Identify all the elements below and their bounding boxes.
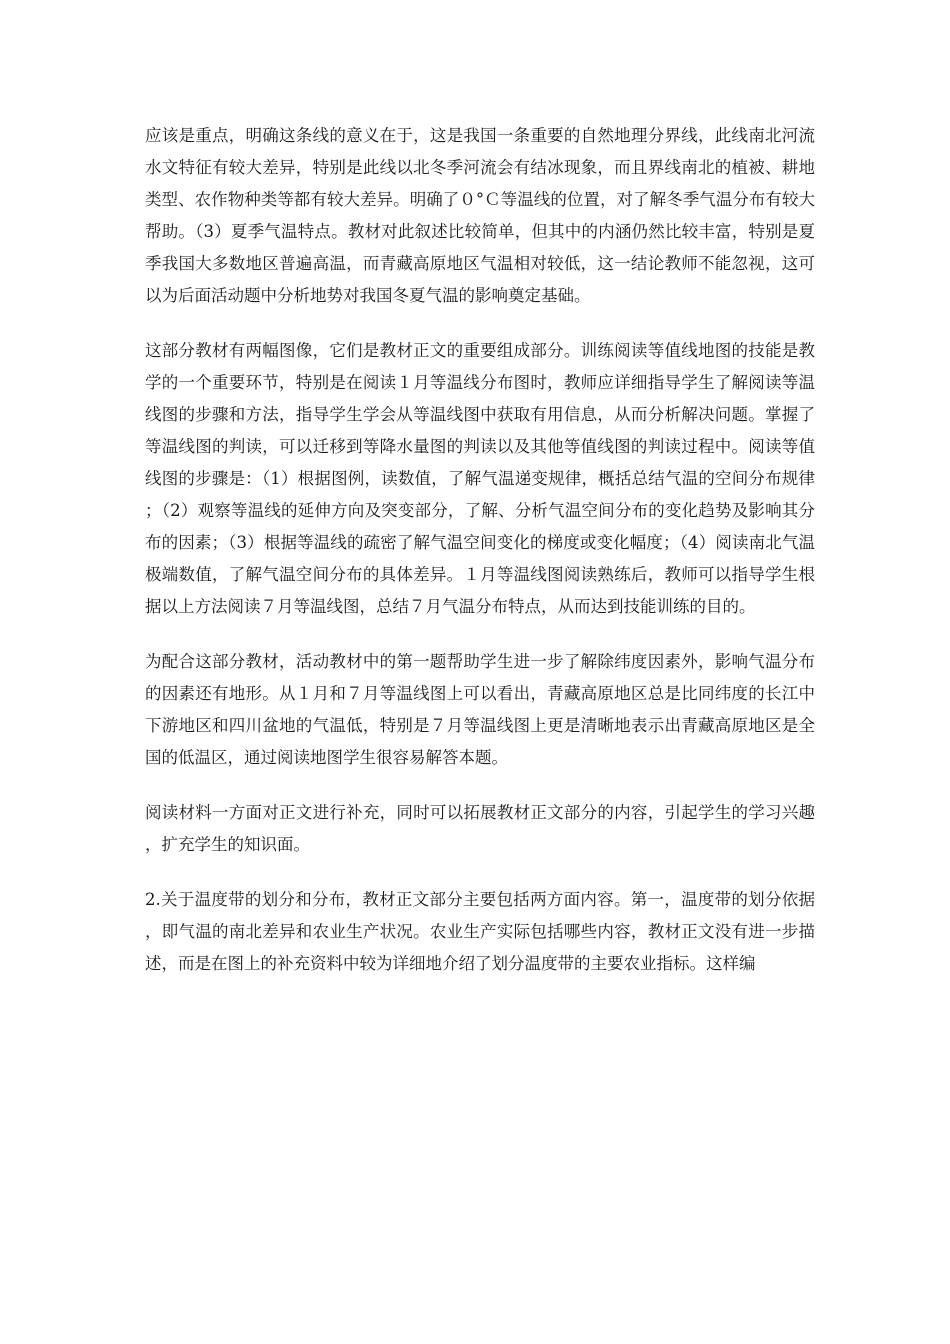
- paragraph-activity-terrain: 为配合这部分教材，活动教材中的第一题帮助学生进一步了解除纬度因素外，影响气温分布的因素还有地形。从１月和７月等温线图上可以看出，青藏高原地区总是比同纬度的长江中下游地区和四川盆地的气温低，特别是７月等温线图上更是清晰地表示出青藏高原地区是全国的低温区，通过阅读地图学生很容易解答本题。: [145, 652, 815, 767]
- paragraph-january-isotherm-meaning: 应该是重点，明确这条线的意义在于，这是我国一条重要的自然地理分界线，此线南北河流水文特征有较大差异，特别是此线以北冬季河流会有结冰现象，而且界线南北的植被、耕地类型、农作物种类等都有较大差异。明确了０°Ｃ等温线的位置，对了解冬季气温分布有较大帮助。（3）夏季气温特点。教材对此叙述比较简单，但其中的内涵仍然比较丰富，特别是夏季我国大多数地区普遍高温，而青藏高原地区气温相对较低，这一结论教师不能忽视，这可以为后面活动题中分析地势对我国冬夏气温的影响奠定基础。: [145, 126, 815, 305]
- paragraph-isoline-map-reading: 这部分教材有两幅图像，它们是教材正文的重要组成部分。训练阅读等值线地图的技能是教学的一个重要环节，特别是在阅读１月等温线分布图时，教师应详细指导学生了解阅读等温线图的步骤和方法，指导学生学会从等温线图中获取有用信息，从而分析解决问题。掌握了等温线图的判读，可以迁移到等降水量图的判读以及其他等值线图的判读过程中。阅读等值线图的步骤是：（1）根据图例，读数值，了解气温递变规律，概括总结气温的空间分布规律；（2）观察等温线的延伸方向及突变部分，了解、分析气温空间分布的变化趋势及影响其分布的因素；（3）根据等温线的疏密了解气温空间变化的梯度或变化幅度；（4）阅读南北气温极端数值，了解气温空间分布的具体差异。１月等温线图阅读熟练后，教师可以指导学生根据以上方法阅读７月等温线图，总结７月气温分布特点，从而达到技能训练的目的。: [145, 341, 815, 616]
- paragraph-reading-material: 阅读材料一方面对正文进行补充，同时可以拓展教材正文部分的内容，引起学生的学习兴趣，扩充学生的知识面。: [145, 803, 815, 854]
- document-body: [145, 120, 815, 1003]
- paragraph-temperature-zones: 2.关于温度带的划分和分布，教材正文部分主要包括两方面内容。第一，温度带的划分依据，即气温的南北差异和农业生产状况。农业生产实际包括哪些内容，教材正文没有进一步描述，而是在图上的补充资料中较为详细地介绍了划分温度带的主要农业指标。这样编: [145, 890, 815, 973]
